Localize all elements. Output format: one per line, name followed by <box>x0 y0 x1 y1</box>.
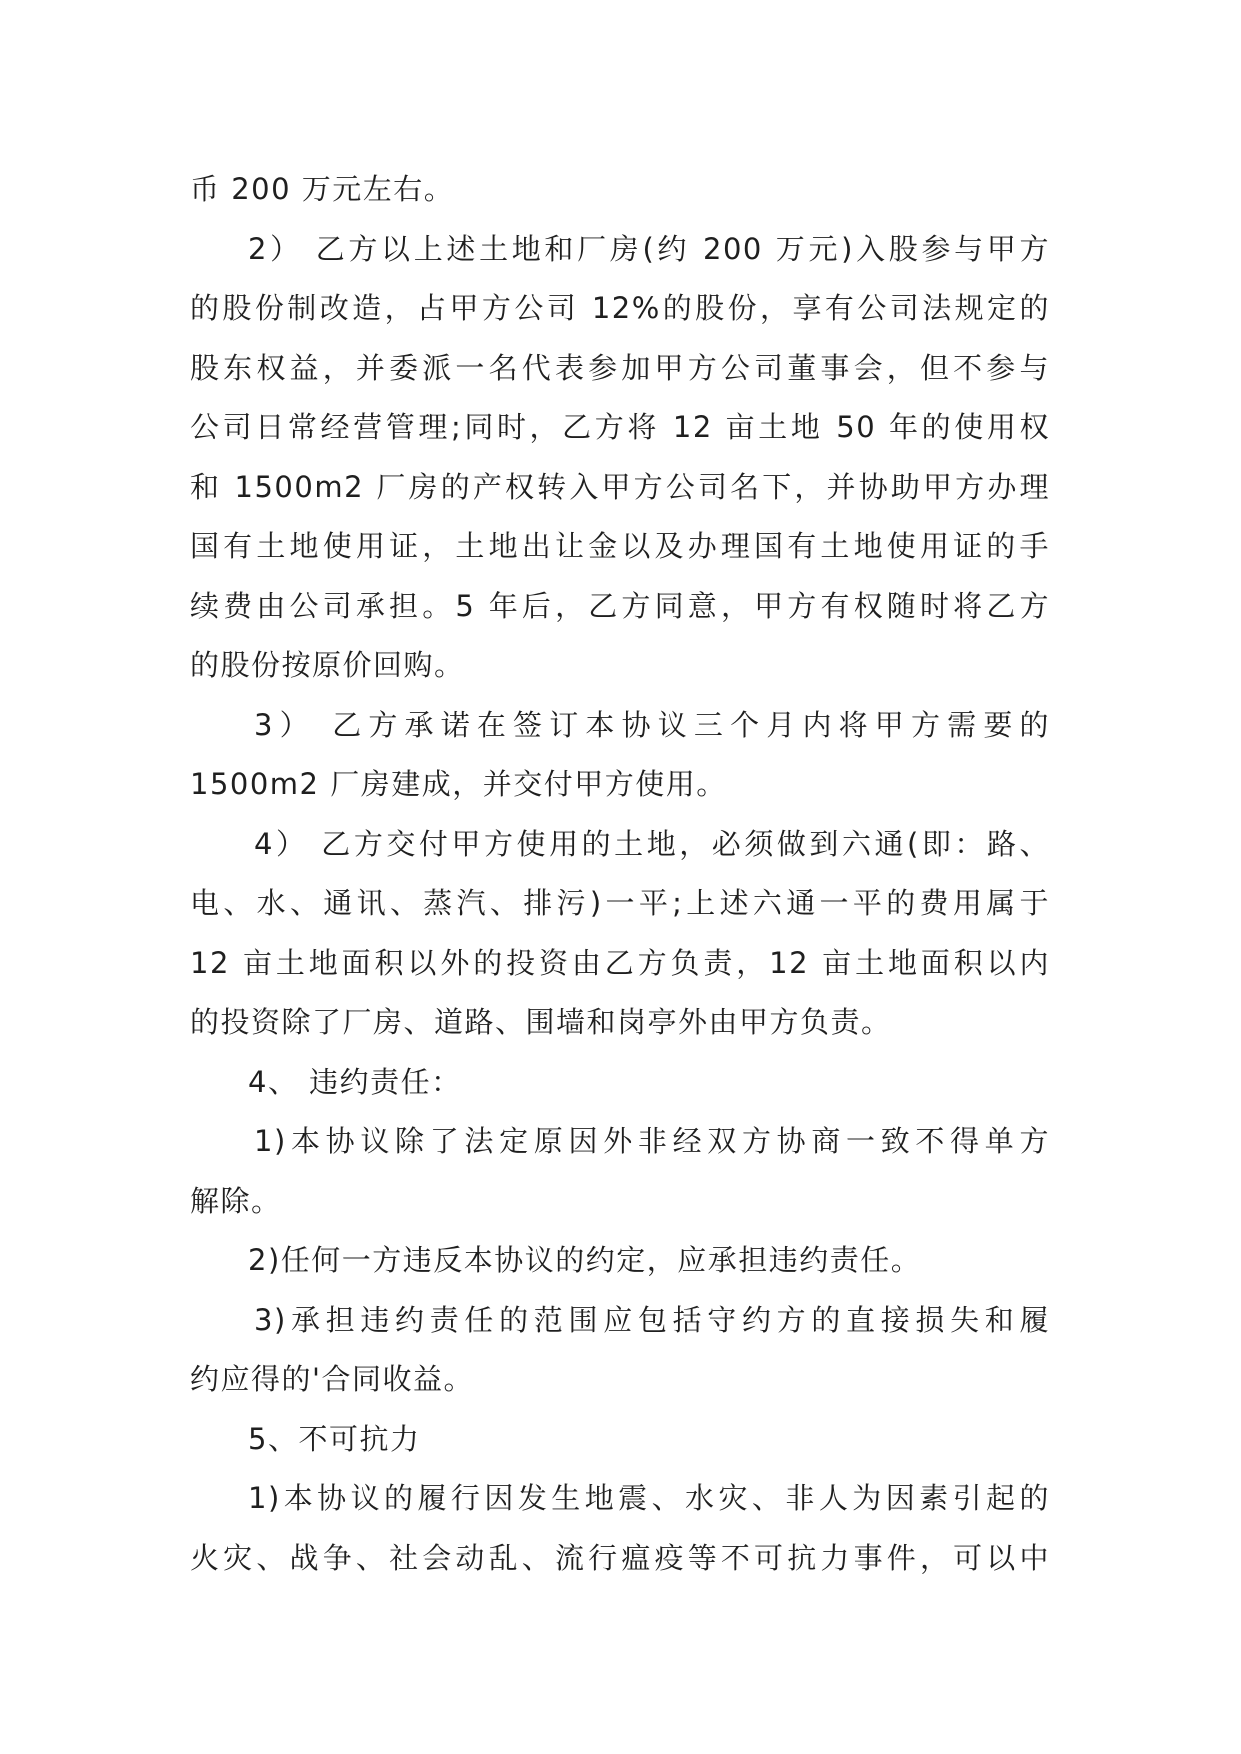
text-line: 股东权益，并委派一名代表参加甲方公司董事会，但不参与 <box>190 350 1050 385</box>
text-line: 公司日常经营管理;同时，乙方将 12 亩土地 50 年的使用权 <box>190 410 1050 444</box>
text-line: 1500m2 厂房建成，并交付甲方使用。 <box>190 767 727 801</box>
text-line: 火灾、战争、社会动乱、流行瘟疫等不可抗力事件，可以中 <box>190 1540 1050 1575</box>
text-line: 的股份按原价回购。 <box>190 648 465 682</box>
text-line: 的投资除了厂房、道路、围墙和岗亭外由甲方负责。 <box>190 1005 892 1039</box>
text-line: 2） 乙方以上述土地和厂房(约 200 万元)入股参与甲方 <box>248 231 1050 266</box>
text-line: 1)本协议的履行因发生地震、水灾、非人为因素引起的 <box>248 1481 1050 1515</box>
text-line: 2)任何一方违反本协议的约定，应承担违约责任。 <box>248 1243 922 1277</box>
text-line: 币 200 万元左右。 <box>190 172 455 206</box>
text-line: 国有土地使用证，土地出让金以及办理国有土地使用证的手 <box>190 529 1050 563</box>
text-line: 约应得的'合同收益。 <box>190 1362 474 1396</box>
section-heading: 4、 违约责任： <box>248 1064 462 1099</box>
text-line: 电、水、通讯、蒸汽、排污)一平;上述六通一平的费用属于 <box>190 886 1050 920</box>
text-line: 3)承担违约责任的范围应包括守约方的直接损失和履 <box>254 1302 1050 1337</box>
section-heading: 5、不可抗力 <box>248 1421 421 1456</box>
text-line: 1)本协议除了法定原因外非经双方协商一致不得单方 <box>254 1124 1050 1158</box>
text-line: 解除。 <box>190 1183 282 1218</box>
text-line: 4） 乙方交付甲方使用的土地，必须做到六通(即：路、 <box>254 826 1050 861</box>
text-line: 的股份制改造，占甲方公司 12%的股份，享有公司法规定的 <box>190 291 1050 325</box>
document-body <box>190 160 1050 1588</box>
text-line: 3） 乙方承诺在签订本协议三个月内将甲方需要的 <box>254 707 1050 742</box>
text-line: 续费由公司承担。5 年后，乙方同意，甲方有权随时将乙方 <box>190 588 1050 623</box>
text-line: 和 1500m2 厂房的产权转入甲方公司名下，并协助甲方办理 <box>190 469 1050 504</box>
text-line: 12 亩土地面积以外的投资由乙方负责，12 亩土地面积以内 <box>190 945 1050 980</box>
